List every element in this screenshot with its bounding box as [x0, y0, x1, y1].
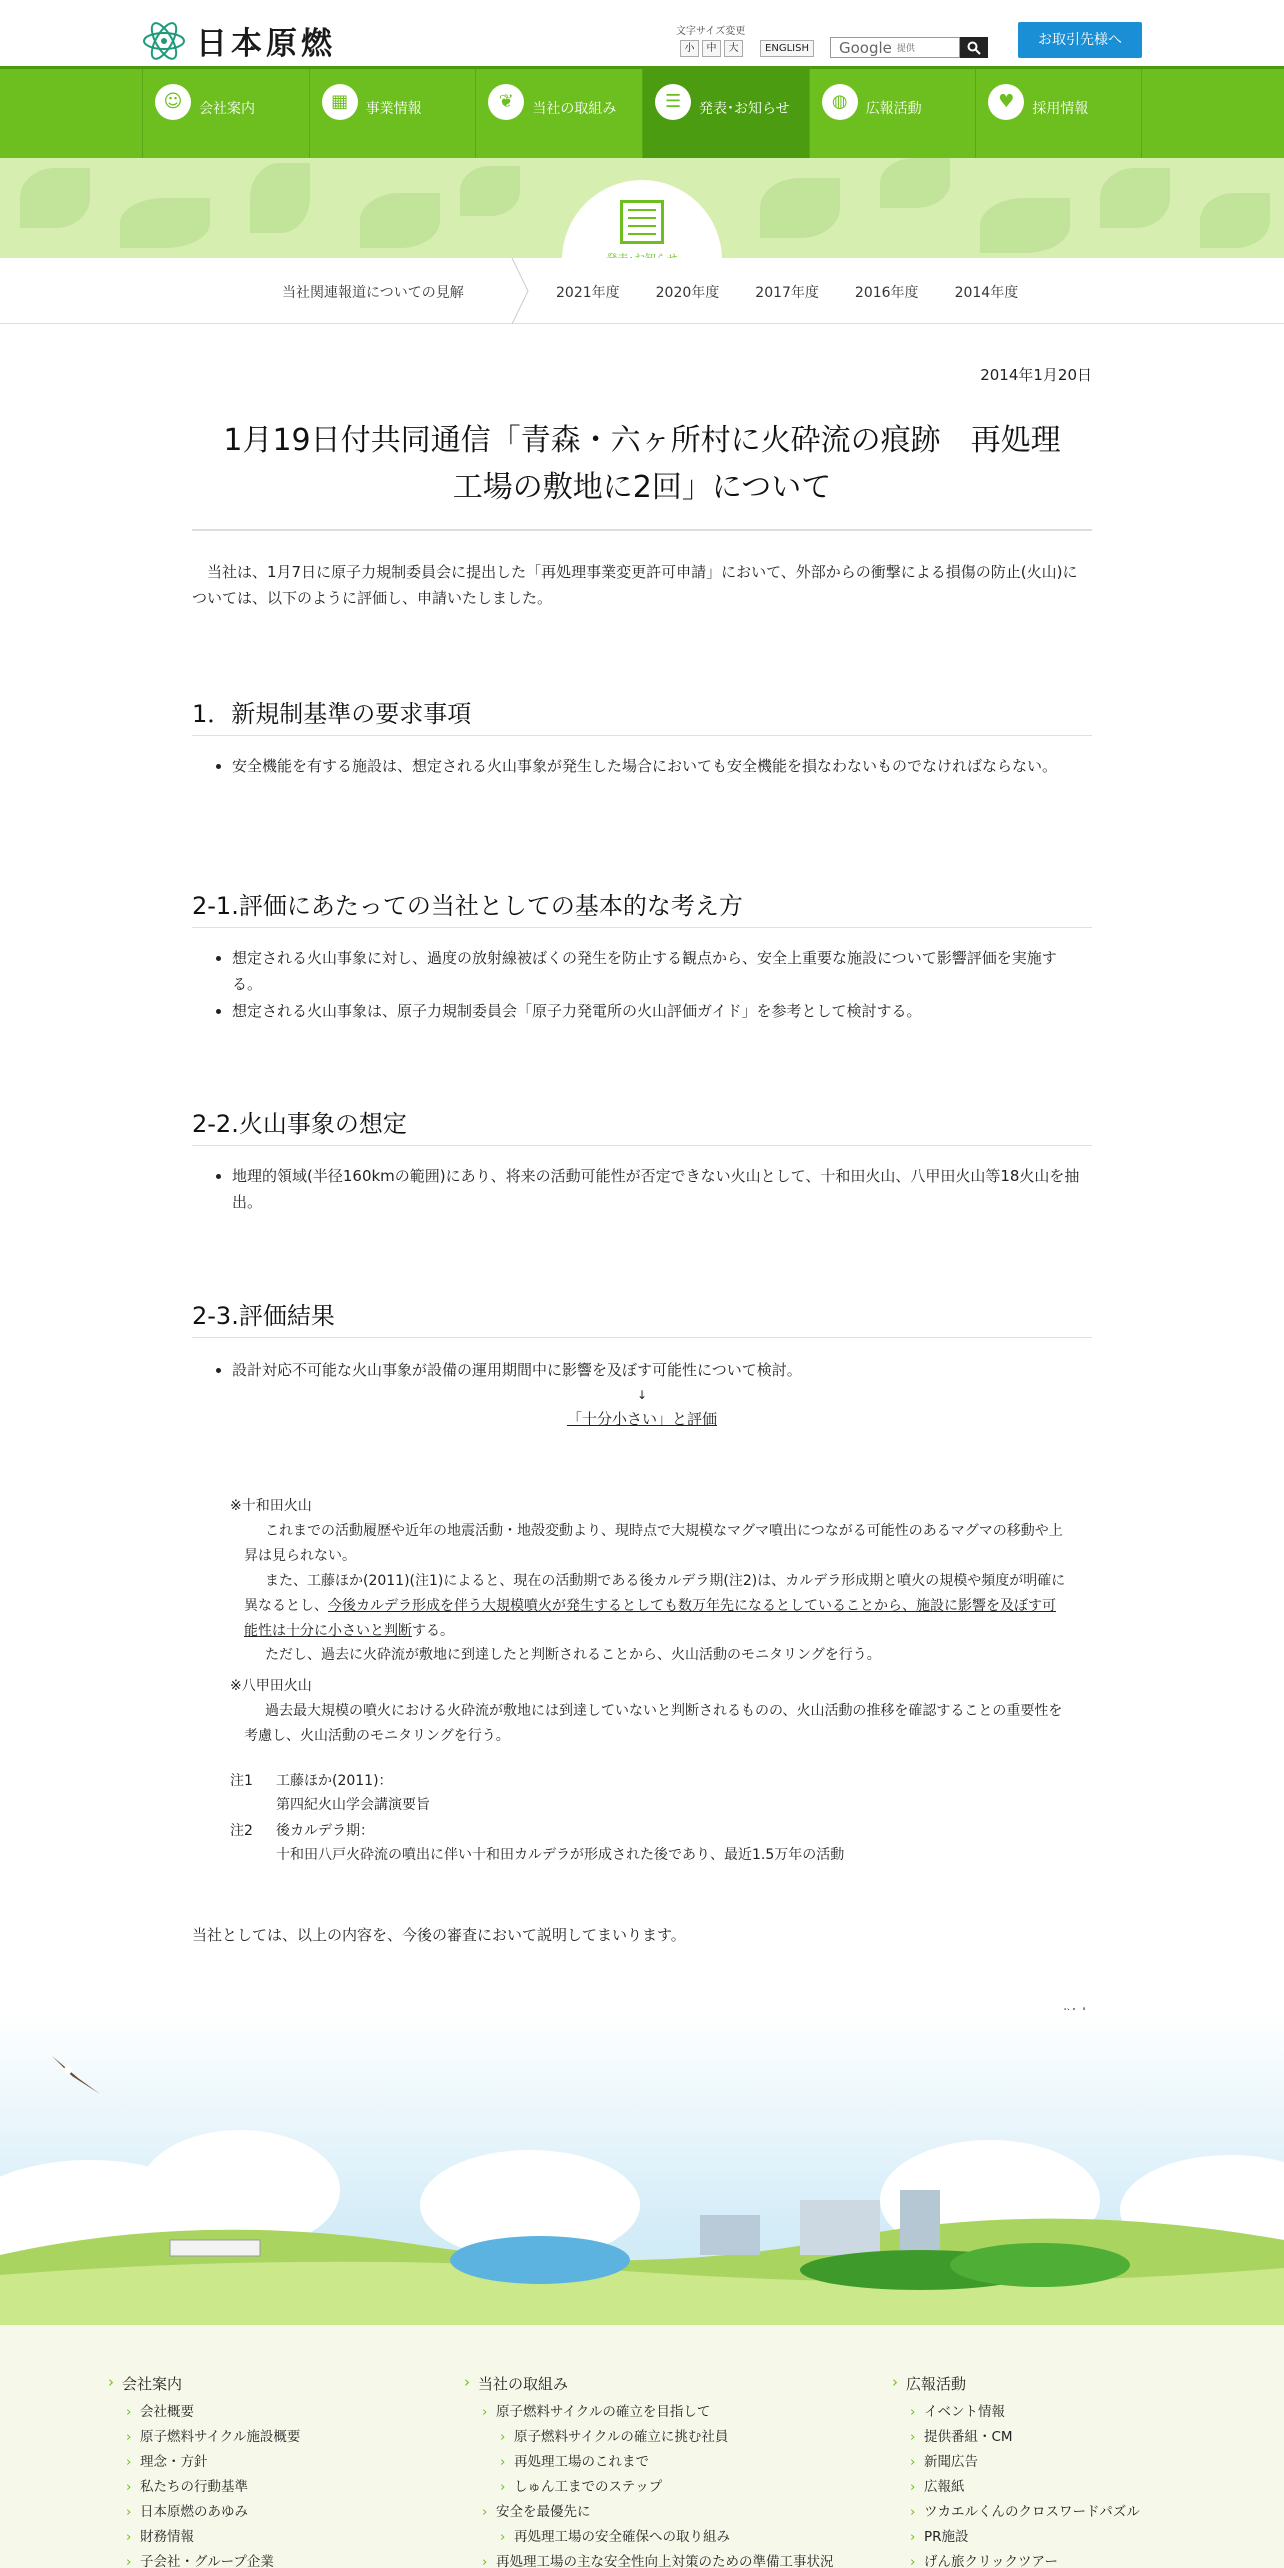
subnav-years	[556, 282, 1018, 302]
subnav-year-2016[interactable]: 2016年度	[854, 285, 919, 301]
subnav-year-2020[interactable]: 2020年度	[655, 285, 720, 301]
subnav-year-2014[interactable]: 2014年度	[954, 285, 1019, 301]
list-item: • 想定される火山事象は、原子力規制委員会「原子力発電所の火山評価ガイド」を参考として検討する。	[232, 999, 1082, 1025]
footer-link[interactable]: › イベント情報	[910, 2400, 1140, 2425]
section-heading-approach: 2-1.評価にあたっての当社としての基本的な考え方	[192, 886, 1092, 928]
font-size-large-button[interactable]: 大	[724, 40, 743, 57]
evaluation-result: 「十分小さい」と評価	[566, 1410, 717, 1428]
footer-link[interactable]: › 新聞広告	[910, 2450, 1140, 2475]
towada-note	[230, 1494, 1066, 1668]
client-button[interactable]: お取引先様へ	[1018, 22, 1142, 58]
hakkoda-paragraph: 過去最大規模の噴火における火砕流が敷地には到達していないと判断されるものの、火山活動の推移を確認することの重要性を考慮し、火山活動のモニタリングを行う。	[244, 1702, 1063, 1744]
landscape-illustration	[0, 2010, 1284, 2325]
font-size-label: 文字サイズ変更	[676, 26, 746, 37]
footer-link[interactable]: › 日本原燃のあゆみ	[126, 2500, 300, 2525]
nav-item-initiatives[interactable]	[475, 69, 642, 158]
handshake-icon: ♥	[988, 84, 1024, 120]
towada-paragraph-3: ただし、過去に火砕流が敷地に到達したと判断されることから、火山活動のモニタリングを行う。	[265, 1647, 881, 1664]
down-arrow-icon: ↓	[636, 1388, 648, 1402]
footer-link[interactable]: › 安全を最優先に	[482, 2500, 834, 2525]
towada-paragraph-1: これまでの活動履歴や近年の地震活動・地殻変動より、現時点で大規模なマグマ噴出につながる可能性のあるマグマの移動や上昇は見られない。	[244, 1522, 1063, 1564]
main-nav	[0, 66, 1284, 158]
footer-col-pr	[892, 2373, 1140, 2568]
footer-link[interactable]: › 私たちの行動基準	[126, 2475, 300, 2500]
font-size-small-button[interactable]: 小	[680, 40, 699, 57]
footer-link[interactable]: › 子会社・グループ企業	[126, 2550, 300, 2568]
closing-text: 当社としては、以上の内容を、今後の審査において説明してまいります。	[192, 1926, 686, 1944]
section-heading-results: 2-3.評価結果	[192, 1296, 1092, 1338]
footnote-key: 注2	[230, 1823, 253, 1839]
assumption-list	[212, 1164, 1082, 1217]
list-item: • 設計対応不可能な火山事象が設備の運用期間中に影響を及ぼす可能性について検討。	[232, 1358, 1082, 1384]
nav-item-label: 事業情報	[365, 101, 422, 117]
footer-link[interactable]: › 原子燃料サイクル施設概要	[126, 2425, 300, 2450]
approach-list	[212, 946, 1082, 1027]
site-header	[0, 0, 1284, 66]
section-heading-assumption: 2-2.火山事象の想定	[192, 1104, 1092, 1146]
nav-item-label: 発表･お知らせ	[699, 101, 790, 117]
nav-item-company[interactable]	[142, 69, 309, 158]
google-label: Google	[839, 38, 892, 57]
footer-heading[interactable]: › 当社の取組み	[464, 2373, 834, 2394]
search-input[interactable]	[830, 37, 960, 58]
speech-bubble-icon: ◍	[822, 84, 858, 120]
nav-item-label: 採用情報	[1032, 101, 1089, 117]
logo-mark-icon	[142, 21, 186, 61]
logo-text: 日本原燃	[196, 26, 336, 62]
footer-link[interactable]: › しゅん工までのステップ	[500, 2475, 834, 2500]
nav-item-recruit[interactable]	[975, 69, 1142, 158]
footer-col-initiatives	[464, 2373, 834, 2568]
article-intro: 当社は、1月7日に原子力規制委員会に提出した「再処理事業変更許可申請」において、外部からの衝撃による損傷の防止(火山)については、以下のように評価し、申請いたしました。	[192, 563, 1078, 607]
footer-col-company	[108, 2373, 300, 2568]
footnote-line: 十和田八戸火砕流の噴出に伴い十和田カルデラが形成された後であり、最近1.5万年の活動	[276, 1846, 845, 1863]
footer-link[interactable]: › 再処理工場の安全確保への取り組み	[500, 2525, 834, 2550]
list-item: • 安全機能を有する施設は、想定される火山事象が発生した場合においても安全機能を損なわないものでなければならない。	[232, 754, 1082, 780]
article-title-line1: 1月19日付共同通信「青森・六ヶ所村に火砕流の痕跡 再処理	[223, 423, 1061, 458]
document-icon: ☰	[655, 84, 691, 120]
people-icon: ☺	[155, 84, 191, 120]
sprout-icon: ❦	[488, 84, 524, 120]
hakkoda-note	[230, 1674, 1066, 1749]
news-document-icon	[620, 200, 664, 244]
hills-icon	[0, 2010, 1284, 2325]
subnav-divider-icon	[510, 258, 530, 324]
footer-link[interactable]: › ツカエルくんのクロスワードパズル	[910, 2500, 1140, 2525]
article-title	[192, 418, 1092, 531]
nav-item-news[interactable]	[642, 69, 809, 158]
footer-link[interactable]: › 原子燃料サイクルの確立を目指して	[482, 2400, 834, 2425]
footer-link[interactable]: › 再処理工場のこれまで	[500, 2450, 834, 2475]
footnote-2	[230, 1820, 844, 1868]
footer-link[interactable]: › 広報紙	[910, 2475, 1140, 2500]
list-item: • 想定される火山事象に対し、過度の放射線被ばくの発生を防止する観点から、安全上重要な施設について影響評価を実施する。	[232, 946, 1082, 997]
footnote-key: 注1	[230, 1773, 253, 1789]
nav-item-label: 会社案内	[199, 101, 255, 117]
requirements-list	[212, 754, 1082, 782]
footer-link[interactable]: › 再処理工場の主な安全性向上対策のための準備工事状況	[482, 2550, 834, 2568]
nav-item-label: 広報活動	[865, 101, 922, 117]
font-size-medium-button[interactable]: 中	[702, 40, 721, 57]
subnav-year-2017[interactable]: 2017年度	[755, 285, 819, 301]
google-provider-label: 提供	[896, 44, 915, 54]
nav-item-pr[interactable]	[809, 69, 976, 158]
building-icon: ▦	[322, 84, 358, 120]
nav-item-label: 当社の取組み	[532, 101, 617, 117]
footer-link[interactable]: › PR施設	[910, 2525, 1140, 2550]
towada-title: ※十和田火山	[230, 1498, 312, 1514]
footer-link[interactable]: › 理念・方針	[126, 2450, 300, 2475]
search-button[interactable]	[960, 37, 988, 58]
footer-link[interactable]: › 提供番組・CM	[910, 2425, 1140, 2450]
sub-nav	[0, 258, 1284, 324]
towada-paragraph-2: また、工藤ほか(2011)(注1)によると、現在の活動期である後カルデラ期(注2)は、カルデラ形成期と噴火の規模や頻度が明確に異なるとし、今後カルデラ形成を伴う大規模噴火が発生するとしても数万年先になるとしていることから、施設に影響を及ぼす可能性は十分に小さいと判断する。	[244, 1572, 1066, 1639]
subnav-year-2021[interactable]: 2021年度	[556, 285, 620, 301]
footer-link[interactable]: › 会社概要	[126, 2400, 300, 2425]
nav-item-business[interactable]	[309, 69, 476, 158]
footnote-line: 第四紀火山学会講演要旨	[276, 1796, 430, 1813]
footer-link[interactable]: › 原子燃料サイクルの確立に挑む社員	[500, 2425, 834, 2450]
towada-underlined-text: 今後カルデラ形成を伴う大規模噴火が発生するとしても数万年先になるとしていることから、施設に影響を及ぼす可能性は十分に小さいと判断	[244, 1597, 1056, 1639]
section-heading-requirements: 1．新規制基準の要求事項	[192, 694, 1092, 736]
footer-heading[interactable]: › 広報活動	[892, 2373, 1140, 2394]
footer-link[interactable]: › げん旅クリックツアー	[910, 2550, 1140, 2568]
list-item: • 地理的領域(半径160kmの範囲)にあり、将来の活動可能性が否定できない火山として、十和田火山、八甲田火山等18火山を抽出。	[232, 1164, 1082, 1215]
site-logo[interactable]	[142, 18, 336, 63]
article-date: 2014年1月20日	[980, 366, 1092, 384]
english-link[interactable]: ENGLISH	[760, 40, 814, 57]
site-footer	[0, 2325, 1284, 2568]
footnote-line: 後カルデラ期：	[276, 1823, 374, 1839]
subnav-item-views[interactable]: 当社関連報道についての見解	[282, 285, 464, 301]
footer-link[interactable]: › 財務情報	[126, 2525, 300, 2550]
hakkoda-title: ※八甲田火山	[230, 1678, 312, 1694]
results-list	[212, 1358, 1082, 1386]
footnote-1	[230, 1770, 430, 1818]
search-icon	[967, 41, 981, 55]
footnote-line: 工藤ほか(2011)：	[276, 1773, 393, 1789]
footer-heading[interactable]: › 会社案内	[108, 2373, 300, 2394]
font-size-controls	[680, 40, 743, 57]
article-title-line2: 工場の敷地に2回」について	[452, 469, 832, 505]
